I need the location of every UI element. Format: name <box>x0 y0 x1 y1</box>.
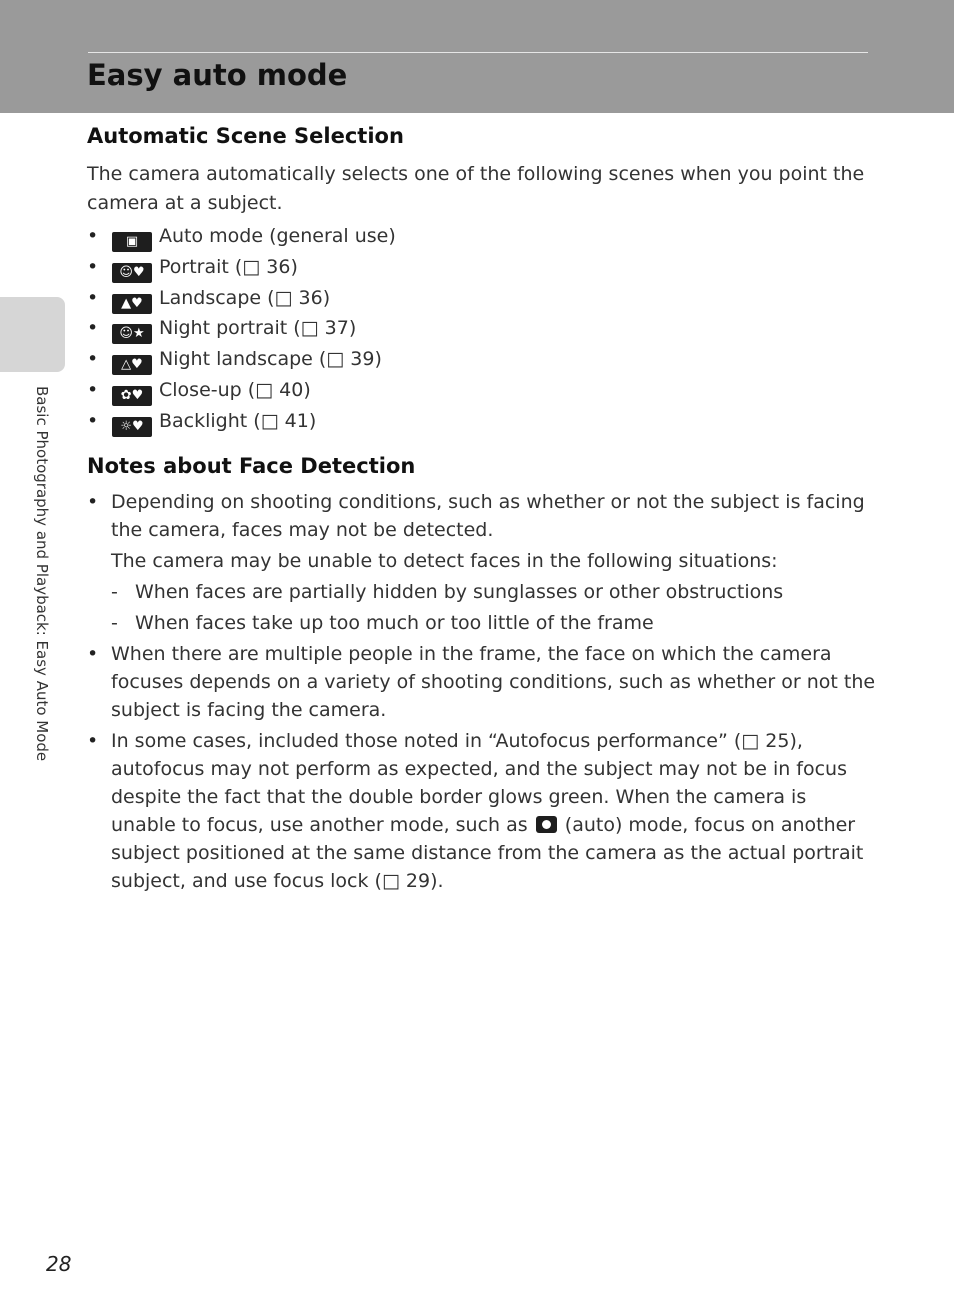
scene-list <box>87 221 396 437</box>
list-item <box>87 313 396 344</box>
list-item <box>87 221 396 252</box>
note-text: • Depending on shooting conditions, such as whether or not the subject is facing the camera, faces may not be detected. <box>111 491 865 541</box>
side-chapter-label: Basic Photography and Playback: Easy Auto Mode <box>33 386 51 762</box>
close-up-scene-icon: ✿♥ <box>112 386 152 406</box>
note-item <box>87 727 877 895</box>
backlight-scene-icon: ☼♥ <box>112 417 152 437</box>
section-heading-scene-selection: Automatic Scene Selection <box>87 124 404 148</box>
note-text: • When there are multiple people in the frame, the face on which the camera focuses depends on a variety of shooting conditions, such as whether or not the subject is facing the camera. <box>111 643 876 721</box>
dash-list <box>111 578 877 637</box>
notes-list <box>87 488 877 898</box>
landscape-scene-icon: ▲♥ <box>112 294 152 314</box>
page-number: 28 <box>46 1252 72 1276</box>
portrait-scene-icon: ☺♥ <box>112 263 152 283</box>
note-text-part: In some cases, included those noted in “Autofocus performance” (□ 25), autofocus may not perform as expected, and the subject may not be in focus despite the fact that the double border glows green. When the camera is unable to focus, use another mode, such as <box>111 730 847 836</box>
note-text <box>111 727 877 895</box>
page-title: Easy auto mode <box>87 58 348 92</box>
section-heading-face-detection: Notes about Face Detection <box>87 454 416 478</box>
header-rule <box>88 52 868 53</box>
dash-item: - When faces are partially hidden by sunglasses or other obstructions <box>111 578 877 606</box>
scene-label: Close-up (□ 40) <box>159 378 311 401</box>
intro-paragraph: The camera automatically selects one of the following scenes when you point the camera at a subject. <box>87 163 865 214</box>
dash-item: - When faces take up too much or too little of the frame <box>111 609 877 637</box>
scene-label: Night landscape (□ 39) <box>159 348 382 371</box>
list-item <box>87 375 396 406</box>
night-portrait-scene-icon: ☺★ <box>112 324 152 344</box>
auto-scene-icon: ▣ <box>112 232 152 252</box>
list-item <box>87 283 396 314</box>
side-tab <box>0 297 65 372</box>
note-text-part: (auto) mode, focus on another subject positioned at the same distance from the camera as the actual portrait subject, and use focus lock (□ 29). <box>111 814 864 892</box>
scene-label: Portrait (□ 36) <box>159 255 298 278</box>
scene-label: Auto mode (general use) <box>159 225 396 247</box>
scene-label: Landscape (□ 36) <box>159 286 331 309</box>
list-item <box>87 252 396 283</box>
camera-icon <box>536 816 557 833</box>
note-item <box>87 640 877 724</box>
scene-label: Night portrait (□ 37) <box>159 317 357 340</box>
list-item <box>87 406 396 437</box>
night-landscape-scene-icon: △♥ <box>112 355 152 375</box>
note-subtext: The camera may be unable to detect faces in the following situations: <box>111 550 778 572</box>
header-band <box>0 0 954 113</box>
note-item <box>87 488 877 637</box>
list-item <box>87 344 396 375</box>
scene-label: Backlight (□ 41) <box>159 409 317 432</box>
